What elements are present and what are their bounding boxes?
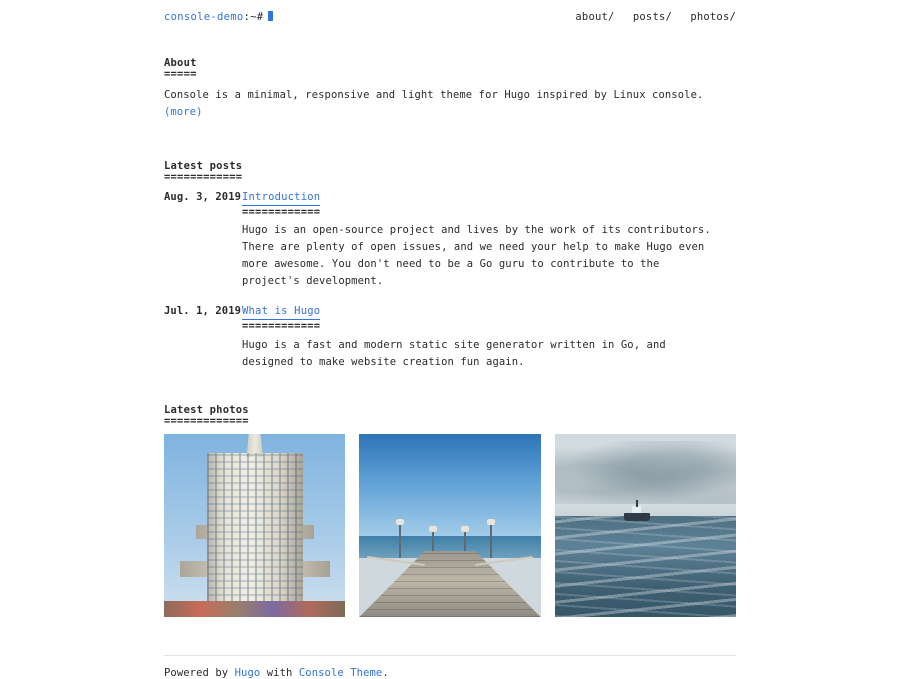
latest-photos-title: Latest photos [164,403,249,416]
nav-item-posts[interactable]: posts/ [632,11,673,23]
photo3-boat [624,513,650,521]
site-brand[interactable] [164,11,273,23]
photo2-lamp-post [399,524,401,558]
photo-thumbnail-pier[interactable] [359,434,540,617]
post-list-item [164,304,736,370]
brand-separator: : [243,11,251,23]
footer-prefix: Powered by [164,666,229,679]
latest-posts-title-rule: ============ [164,171,243,184]
photo3-waves [555,516,736,617]
footer-divider [164,655,736,656]
photo3-clouds [555,441,736,503]
nav-item-about[interactable]: about/ [575,11,615,23]
photo2-lamp-post [490,524,492,558]
post-summary: Hugo is an open-source project and lives by the work of its contributors. There are plenty of open issues, and we need your help to make Hugo even more awesome. You don't need to be a Go guru to contribute to the project's development. [242,224,711,288]
photo-thumbnail-sea[interactable] [555,434,736,617]
photo-thumbnail-building[interactable] [164,434,345,617]
post-body [242,190,736,290]
post-list-item [164,190,736,290]
post-date: Aug. 3, 2019 [164,191,242,204]
post-date: Jul. 1, 2019 [164,305,242,318]
latest-posts-title: Latest posts [164,159,243,172]
about-title-rule: ===== [164,68,197,81]
post-title-link[interactable]: Introduction [242,191,320,205]
about-title: About [164,57,197,69]
photo1-windows [207,453,303,603]
content-container [164,0,736,679]
post-title-rule: ============ [242,205,321,218]
footer-theme-link[interactable]: Console Theme [298,666,383,679]
footer-suffix: . [382,666,389,679]
photo2-planks [359,551,540,617]
photo1-street [164,601,345,617]
terminal-cursor-icon [268,11,273,21]
photo-grid [164,434,736,617]
latest-photos-title-rule: ============= [164,414,249,427]
latest-photos-section [164,404,736,617]
photo2-lamp-post [464,531,466,551]
photo2-clouds [359,474,540,540]
footer-hugo-link[interactable]: Hugo [234,666,261,679]
post-body [242,304,736,370]
site-header [164,0,736,23]
main-nav [575,11,736,23]
brand-path: ~# [250,11,264,23]
post-title-rule: ============ [242,319,321,332]
photo1-tower [207,453,303,603]
site-footer [164,667,736,679]
nav-item-photos[interactable]: photos/ [690,11,736,23]
latest-posts-section [164,160,736,371]
about-section [164,57,736,120]
footer-middle: with [266,666,293,679]
photo2-lamp-post [432,531,434,551]
post-title-link[interactable]: What is Hugo [242,305,320,319]
brand-host: console-demo [164,11,244,23]
about-more-link[interactable]: (more) [164,105,203,118]
post-summary: Hugo is a fast and modern static site generator written in Go, and designed to make website creation fun again. [242,338,666,368]
about-text [164,87,736,120]
about-description: Console is a minimal, responsive and light theme for Hugo inspired by Linux console. [164,89,704,102]
